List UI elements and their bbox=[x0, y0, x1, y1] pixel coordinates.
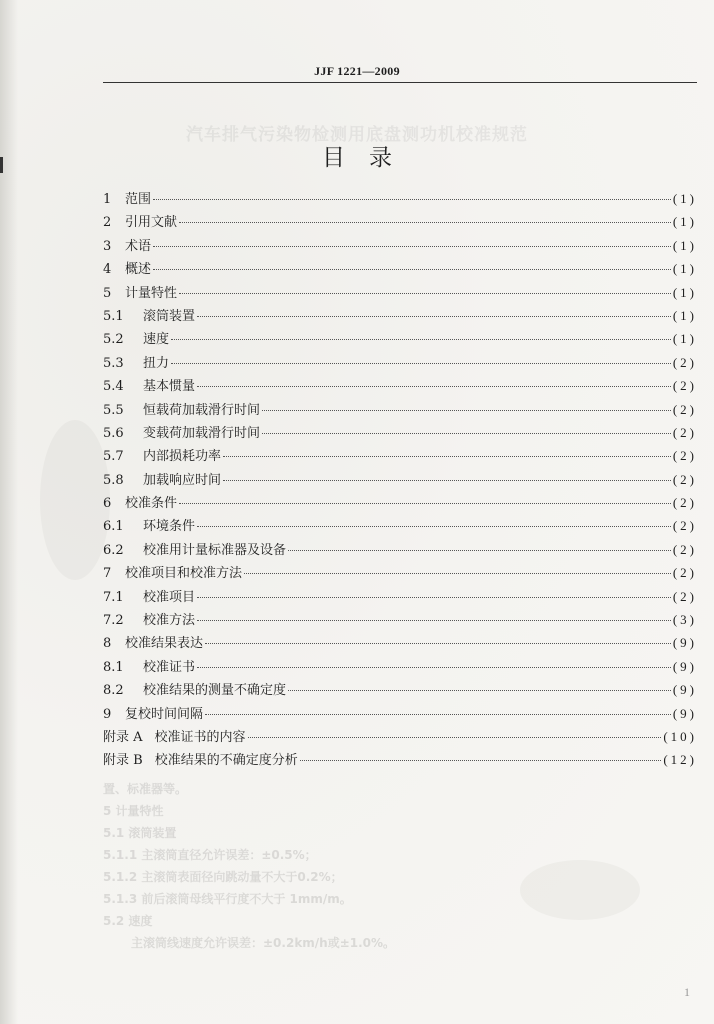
toc-entry-page: (2) bbox=[672, 495, 697, 511]
toc-entry-label: 速度 bbox=[143, 332, 170, 348]
scan-smudge bbox=[40, 420, 110, 580]
toc-entry-label: 校准结果的不确定度分析 bbox=[154, 753, 298, 769]
toc-entry-label: 滚筒装置 bbox=[143, 308, 196, 324]
bleed-through-line: 5 计量特性 bbox=[103, 804, 164, 818]
toc-dot-leader bbox=[171, 339, 671, 340]
toc-entry-number: 5.4 bbox=[103, 379, 124, 395]
toc-entry bbox=[103, 421, 697, 444]
toc-dot-leader bbox=[223, 456, 671, 457]
page-number: 1 bbox=[684, 985, 690, 999]
bleed-through-line: 5.2 速度 bbox=[103, 914, 153, 928]
toc-entry-number: 5 bbox=[103, 285, 112, 301]
toc-entry bbox=[103, 585, 697, 608]
toc-entry-label: 校准项目 bbox=[143, 589, 196, 605]
toc-entry-page: (1) bbox=[672, 284, 697, 300]
toc-entry-page: (9) bbox=[672, 705, 697, 721]
header-rule bbox=[103, 82, 697, 83]
toc-entry-label: 内部损耗功率 bbox=[143, 449, 222, 465]
toc-entry-number: 5.7 bbox=[103, 449, 124, 465]
toc-entry-number: 附录 B bbox=[103, 753, 143, 769]
toc-entry bbox=[103, 608, 697, 631]
toc-entry-label: 校准用计量标准器及设备 bbox=[143, 542, 287, 558]
toc-entry-label: 校准结果表达 bbox=[125, 636, 204, 652]
toc-entry-number: 3 bbox=[103, 238, 112, 254]
toc-entry-page: (2) bbox=[672, 565, 697, 581]
toc-entry bbox=[103, 351, 697, 374]
toc-entry-label: 校准条件 bbox=[125, 496, 178, 512]
toc-entry-label: 加载响应时间 bbox=[143, 472, 222, 488]
toc-dot-leader bbox=[262, 410, 671, 411]
toc-entry-number: 1 bbox=[103, 192, 112, 207]
toc-entry-label: 恒载荷加载滑行时间 bbox=[143, 402, 261, 418]
toc-dot-leader bbox=[179, 293, 671, 294]
toc-entry-page: (1) bbox=[672, 307, 697, 323]
toc-entry-number: 8.1 bbox=[103, 659, 124, 675]
toc-entry bbox=[103, 468, 697, 491]
toc-dot-leader bbox=[197, 316, 671, 317]
toc-entry-label: 环境条件 bbox=[143, 519, 196, 535]
toc-entry bbox=[103, 538, 697, 561]
toc-entry-label: 校准证书的内容 bbox=[154, 729, 246, 745]
bleed-through-title: 汽车排气污染物检测用底盘测功机校准规范 bbox=[186, 125, 528, 145]
toc-dot-leader bbox=[179, 503, 671, 504]
toc-entry-page: (9) bbox=[672, 682, 697, 698]
toc-entry-number: 5.3 bbox=[103, 355, 124, 371]
toc-entry-number: 6.2 bbox=[103, 542, 124, 558]
toc-title: 目录 bbox=[322, 145, 416, 171]
toc-entry-label: 校准结果的测量不确定度 bbox=[143, 683, 287, 699]
toc-entry-page: (2) bbox=[672, 518, 697, 534]
toc-entry-page: (9) bbox=[672, 635, 697, 651]
toc-entry-page: (1) bbox=[672, 261, 697, 277]
toc-dot-leader bbox=[300, 760, 662, 761]
toc-entry bbox=[103, 187, 697, 210]
toc-dot-leader bbox=[197, 526, 671, 527]
bleed-through-text bbox=[103, 778, 663, 954]
toc-dot-leader bbox=[205, 714, 671, 715]
bleed-through-line: 5.1.2 主滚筒表面径向跳动量不大于0.2%； bbox=[103, 870, 343, 884]
toc-entry-label: 概述 bbox=[125, 262, 152, 278]
toc-dot-leader bbox=[244, 573, 671, 574]
toc-entry-label: 计量特性 bbox=[125, 285, 178, 301]
toc-entry-number: 5.1 bbox=[103, 308, 124, 324]
toc-entry-page: (1) bbox=[672, 214, 697, 230]
table-of-contents bbox=[103, 187, 697, 772]
toc-entry-page: (2) bbox=[672, 378, 697, 394]
toc-entry bbox=[103, 702, 697, 725]
toc-entry-number: 附录 A bbox=[103, 729, 143, 745]
toc-entry-number: 7.1 bbox=[103, 589, 124, 605]
toc-entry bbox=[103, 304, 697, 327]
toc-dot-leader bbox=[153, 199, 671, 200]
toc-dot-leader bbox=[197, 667, 671, 668]
toc-dot-leader bbox=[248, 737, 662, 738]
bleed-through-line: 5.1.1 主滚筒直径允许误差：±0.5%； bbox=[103, 848, 317, 862]
bleed-through-line: 5.1 滚筒装置 bbox=[103, 826, 177, 840]
toc-dot-leader bbox=[197, 620, 671, 621]
toc-entry-number: 6 bbox=[103, 496, 112, 512]
toc-entry-number: 7.2 bbox=[103, 613, 124, 629]
toc-entry bbox=[103, 491, 697, 514]
toc-entry-label: 校准证书 bbox=[143, 659, 196, 675]
toc-entry bbox=[103, 561, 697, 584]
toc-entry-number: 9 bbox=[103, 706, 112, 722]
toc-dot-leader bbox=[223, 480, 671, 481]
toc-entry-number: 4 bbox=[103, 262, 112, 278]
toc-entry-number: 2 bbox=[103, 215, 112, 231]
toc-entry-page: (2) bbox=[672, 588, 697, 604]
toc-entry-page: (12) bbox=[663, 752, 697, 768]
toc-dot-leader bbox=[288, 550, 671, 551]
toc-entry-page: (3) bbox=[672, 612, 697, 628]
toc-dot-leader bbox=[171, 363, 671, 364]
bleed-through-line: 主滚筒线速度允许误差：±0.2km/h或±1.0%。 bbox=[131, 936, 396, 950]
toc-dot-leader bbox=[197, 597, 671, 598]
toc-entry-page: (2) bbox=[672, 471, 697, 487]
toc-entry-label: 变载荷加载滑行时间 bbox=[143, 425, 261, 441]
toc-entry bbox=[103, 444, 697, 467]
toc-dot-leader bbox=[153, 269, 671, 270]
toc-entry-label: 复校时间间隔 bbox=[125, 706, 204, 722]
toc-entry-page: (2) bbox=[672, 448, 697, 464]
toc-entry bbox=[103, 374, 697, 397]
toc-entry bbox=[103, 281, 697, 304]
bleed-through-line: 5.1.3 前后滚筒母线平行度不大于 1mm/m。 bbox=[103, 892, 352, 906]
bleed-through-line: 置、标准器等。 bbox=[103, 782, 188, 796]
toc-entry bbox=[103, 514, 697, 537]
toc-entry-number: 8.2 bbox=[103, 683, 124, 699]
toc-entry-page: (1) bbox=[672, 191, 697, 206]
toc-dot-leader bbox=[205, 643, 671, 644]
toc-entry-page: (1) bbox=[672, 237, 697, 253]
toc-entry bbox=[103, 631, 697, 654]
standard-code: JJF 1221—2009 bbox=[314, 64, 400, 78]
toc-entry-number: 8 bbox=[103, 636, 112, 652]
toc-entry-number: 5.6 bbox=[103, 425, 124, 441]
toc-entry-number: 5.2 bbox=[103, 332, 124, 348]
toc-entry-page: (2) bbox=[672, 541, 697, 557]
toc-entry-label: 基本惯量 bbox=[143, 379, 196, 395]
toc-entry bbox=[103, 748, 697, 771]
toc-entry-number: 5.8 bbox=[103, 472, 124, 488]
toc-entry-number: 7 bbox=[103, 566, 112, 582]
toc-entry-label: 校准项目和校准方法 bbox=[125, 566, 243, 582]
toc-entry-label: 扭力 bbox=[143, 355, 170, 371]
toc-entry-label: 范围 bbox=[125, 192, 152, 207]
toc-dot-leader bbox=[197, 386, 671, 387]
toc-dot-leader bbox=[153, 246, 671, 247]
toc-entry bbox=[103, 398, 697, 421]
toc-entry bbox=[103, 678, 697, 701]
toc-entry bbox=[103, 725, 697, 748]
toc-entry bbox=[103, 234, 697, 257]
toc-entry-label: 术语 bbox=[125, 238, 152, 254]
toc-entry-label: 校准方法 bbox=[143, 613, 196, 629]
toc-entry bbox=[103, 327, 697, 350]
toc-entry-label: 引用文献 bbox=[125, 215, 178, 231]
toc-entry bbox=[103, 257, 697, 280]
toc-entry-page: (2) bbox=[672, 424, 697, 440]
toc-entry-page: (9) bbox=[672, 658, 697, 674]
toc-entry-number: 5.5 bbox=[103, 402, 124, 418]
toc-dot-leader bbox=[179, 222, 671, 223]
toc-entry-page: (10) bbox=[663, 728, 697, 744]
toc-entry-page: (2) bbox=[672, 401, 697, 417]
toc-entry bbox=[103, 655, 697, 678]
toc-entry-page: (2) bbox=[672, 354, 697, 370]
toc-entry bbox=[103, 210, 697, 233]
toc-entry-page: (1) bbox=[672, 331, 697, 347]
toc-dot-leader bbox=[288, 690, 671, 691]
toc-entry-number: 6.1 bbox=[103, 519, 124, 535]
toc-dot-leader bbox=[262, 433, 671, 434]
